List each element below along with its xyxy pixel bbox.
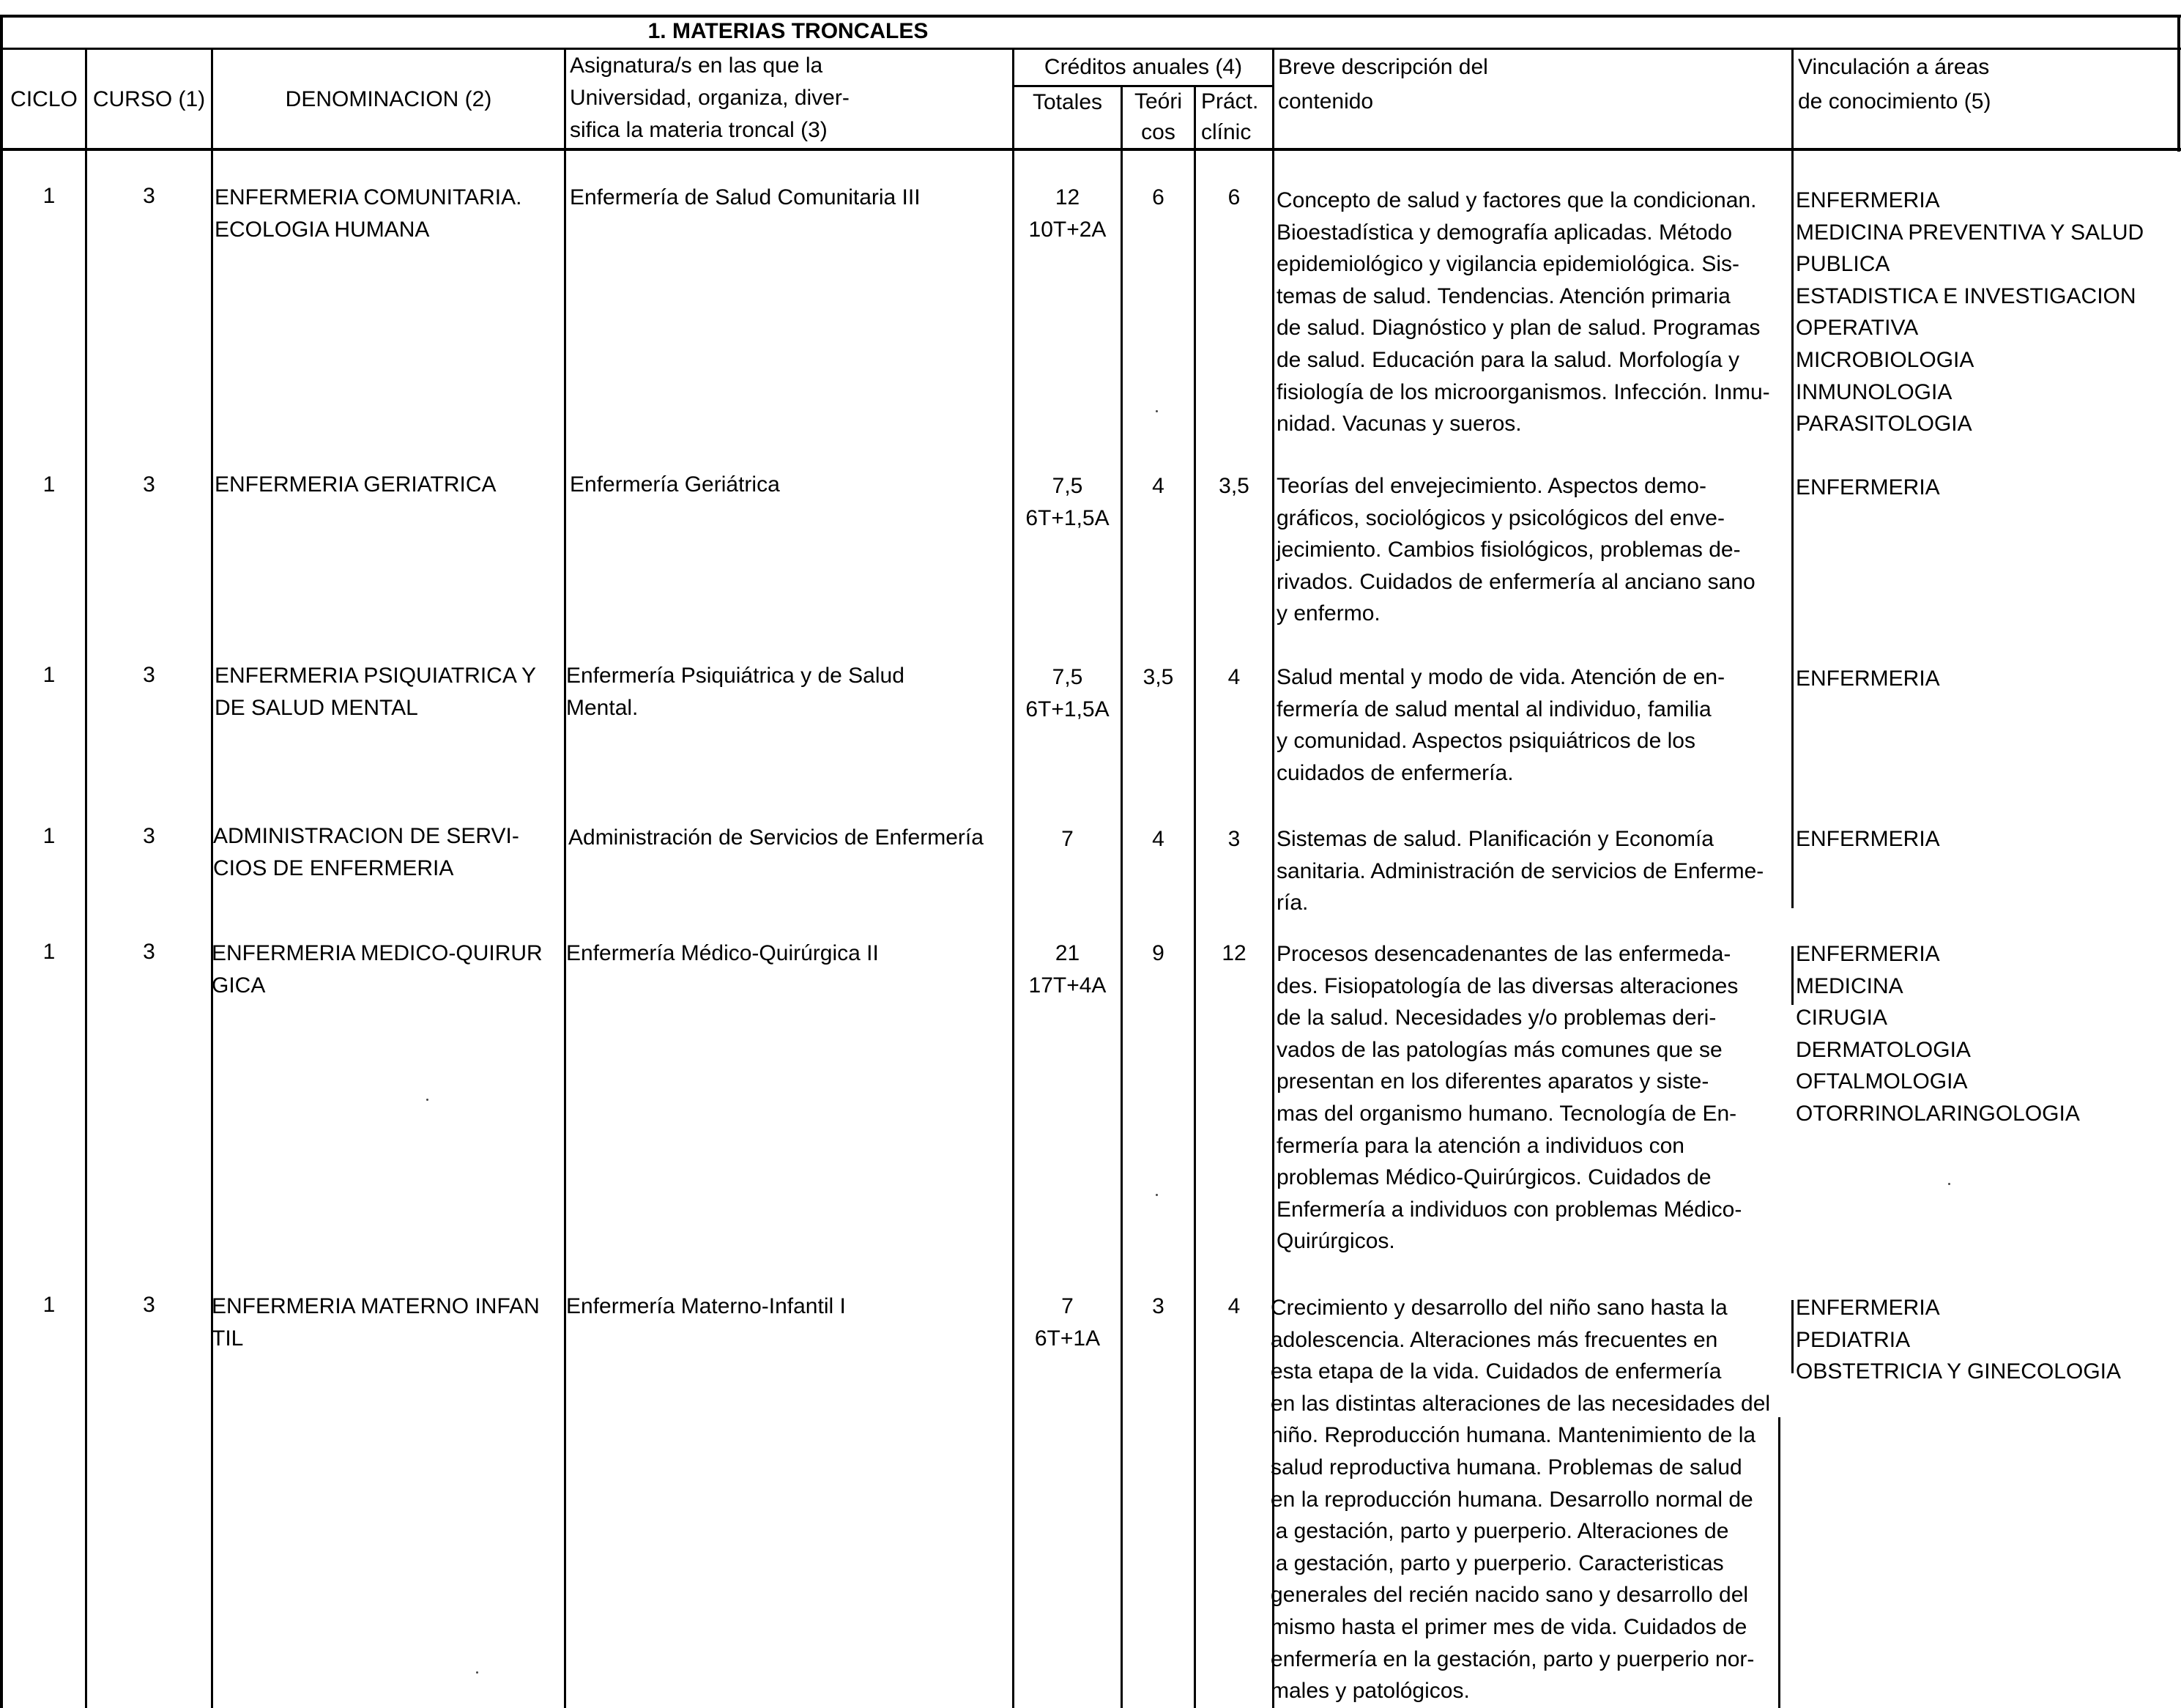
cell-denominacion: ENFERMERIA GERIATRICA — [215, 472, 497, 497]
cell-curso: 3 — [143, 184, 155, 208]
cell-asignatura: Enfermería Geriátrica — [570, 472, 780, 497]
table-title: 1. MATERIAS TRONCALES — [647, 19, 929, 43]
cell-descripcion: Procesos desencadenantes de las enfermeda- des. Fisiopatología de las diversas alteraciones de la salud. Necesidades y/o problemas deri- vados de las patologías más comunes que se presentan en los diferentes aparatos y siste- mas del organismo humano. Tecnología de En- fermería para la atención a individuos con problemas Médico-Quirúrgicos. Cuidados de Enfermería a individuos con problemas Médico- Quirúrgicos. — [1277, 942, 1742, 1254]
cell-teoricos: 4 — [1152, 474, 1164, 498]
col-divider-asignatura — [1012, 48, 1014, 1708]
cell-asignatura: Enfermería de Salud Comunitaria III — [570, 185, 921, 209]
header-practicos: Práct. clínic — [1201, 89, 1259, 144]
cell-areas: ENFERMERIA PEDIATRIA OBSTETRICIA Y GINECOLOGIA — [1796, 1296, 2122, 1384]
cell-asignatura: Enfermería Psiquiátrica y de Salud Mental. — [566, 664, 904, 720]
cell-teoricos: 3,5 — [1142, 665, 1174, 689]
cell-totales: 7 — [1061, 827, 1074, 851]
col-divider-descripcion — [1791, 946, 1794, 1005]
cell-teoricos: 9 — [1152, 941, 1164, 965]
scan-speck — [1156, 1194, 1158, 1196]
cell-curso: 3 — [143, 472, 155, 497]
cell-asignatura: Administración de Servicios de Enfermería — [568, 825, 984, 850]
cell-ciclo: 1 — [42, 184, 56, 208]
cell-denominacion: ENFERMERIA COMUNITARIA. ECOLOGIA HUMANA — [215, 185, 522, 242]
cell-areas: ENFERMERIA MEDICINA PREVENTIVA Y SALUD PUBLICA ESTADISTICA E INVESTIGACION OPERATIVA MICROBIOLOGIA INMUNOLOGIA PARASITOLOGIA — [1796, 188, 2144, 437]
cell-ciclo: 1 — [42, 824, 56, 848]
right-border — [2177, 15, 2180, 152]
cell-areas: ENFERMERIA — [1796, 475, 1940, 500]
cell-ciclo: 1 — [42, 472, 56, 497]
cell-descripcion: Salud mental y modo de vida. Atención de en- fermería de salud mental al individuo, familia y comunidad. Aspectos psiquiátricos de los cuidados de enfermería. — [1277, 665, 1725, 785]
cell-descripcion: Sistemas de salud. Planificación y Economía sanitaria. Administración de servicios de Enferme- ría. — [1277, 827, 1764, 916]
cell-practicos: 6 — [1227, 185, 1241, 209]
cell-ciclo: 1 — [42, 940, 56, 964]
cell-curso: 3 — [143, 1293, 155, 1317]
cell-teoricos: 3 — [1152, 1294, 1164, 1318]
cell-totales: 7 6T+1A — [1034, 1294, 1101, 1351]
cell-curso: 3 — [143, 663, 155, 687]
cell-denominacion: ENFERMERIA MEDICO-QUIRUR GICA — [212, 941, 543, 998]
cell-denominacion: ENFERMERIA MATERNO INFAN TIL — [212, 1294, 540, 1351]
cell-practicos: 3 — [1227, 827, 1241, 851]
cell-descripcion: Teorías del envejecimiento. Aspectos demo- gráficos, sociológicos y psicológicos del enve- jecimiento. Cambios fisiológicos, problemas de- rivados. Cuidados de enfermería al anciano sano y enfermo. — [1277, 474, 1755, 626]
cell-ciclo: 1 — [42, 663, 56, 687]
scan-speck — [426, 1099, 428, 1101]
top-border — [0, 15, 2181, 18]
cell-denominacion: ADMINISTRACION DE SERVI- CIOS DE ENFERMERIA — [213, 824, 519, 880]
cell-totales: 21 17T+4A — [1028, 941, 1107, 998]
cell-descripcion: Crecimiento y desarrollo del niño sano hasta la adolescencia. Alteraciones más frecuentes en esta etapa de la vida. Cuidados de enfermería en las distintas alteraciones de las necesidades del niño. Reproducción humana. Mantenimiento de la salud reproductiva humana. Problemas de salud en la reproducción humana. Desarrollo normal de la gestación, parto y puerperio. Alteraciones de la gestación, parto y puerperio. Caracteristicas generales del recién nacido sano y desarrollo del mismo hasta el primer mes de vida. Cuidados de enfermería en la gestación, parto y puerperio nor- males y patológicos. — [1271, 1296, 1771, 1704]
cell-asignatura: Enfermería Médico-Quirúrgica II — [566, 941, 879, 965]
scan-speck — [1156, 410, 1158, 412]
cell-descripcion: Concepto de salud y factores que la condicionan. Bioestadística y demografía aplicadas. Método epidemiológico y vigilancia epidemiológica. Sis- temas de salud. Tendencias. Atención primaria de salud. Diagnóstico y plan de salud. Programas de salud. Educación para la salud. Morfología y fisiología de los microorganismos. Infección. Inmu- nidad. Vacunas y sueros. — [1277, 188, 1770, 437]
cell-areas: ENFERMERIA MEDICINA CIRUGIA DERMATOLOGIA OFTALMOLOGIA OTORRINOLARINGOLOGIA — [1796, 942, 2080, 1126]
cell-teoricos: 6 — [1152, 185, 1164, 209]
cell-practicos: 12 — [1222, 941, 1246, 965]
col-divider-descripcion — [1791, 48, 1794, 908]
cell-totales: 12 10T+2A — [1028, 185, 1107, 242]
header-ciclo: CICLO — [10, 87, 78, 111]
cell-practicos: 3,5 — [1219, 474, 1249, 498]
header-totales: Totales — [1032, 90, 1103, 114]
header-creditos: Créditos anuales (4) — [1044, 55, 1243, 79]
cell-denominacion: ENFERMERIA PSIQUIATRICA Y DE SALUD MENTAL — [215, 664, 536, 720]
header-bottom-rule — [0, 148, 2181, 151]
scan-speck — [1948, 1183, 1950, 1185]
col-divider-ciclo — [85, 48, 87, 1708]
col-divider-teoricos — [1194, 85, 1196, 1708]
cell-totales: 7,5 6T+1,5A — [1025, 665, 1110, 721]
cell-practicos: 4 — [1227, 665, 1241, 689]
left-border — [0, 15, 3, 1708]
cell-practicos: 4 — [1227, 1294, 1241, 1318]
cell-teoricos: 4 — [1152, 827, 1164, 851]
header-curso: CURSO (1) — [92, 87, 206, 111]
cell-curso: 3 — [143, 824, 155, 848]
cell-areas: ENFERMERIA — [1796, 667, 1940, 691]
header-asignatura: Asignatura/s en las que la Universidad, organiza, diver- sifica la materia troncal (3) — [570, 53, 850, 142]
scan-speck — [476, 1671, 478, 1674]
col-divider-totales — [1121, 85, 1123, 1708]
cell-curso: 3 — [143, 940, 155, 964]
cell-asignatura: Enfermería Materno-Infantil I — [566, 1294, 846, 1318]
header-descripcion: Breve descripción del contenido — [1278, 55, 1488, 114]
header-teoricos: Teóri cos — [1134, 89, 1183, 144]
cell-totales: 7,5 6T+1,5A — [1025, 474, 1110, 530]
cell-areas: ENFERMERIA — [1796, 827, 1940, 851]
cell-ciclo: 1 — [42, 1293, 56, 1317]
header-denominacion: DENOMINACION (2) — [285, 87, 492, 111]
header-vinculacion: Vinculación a áreas de conocimiento (5) — [1798, 55, 1991, 114]
